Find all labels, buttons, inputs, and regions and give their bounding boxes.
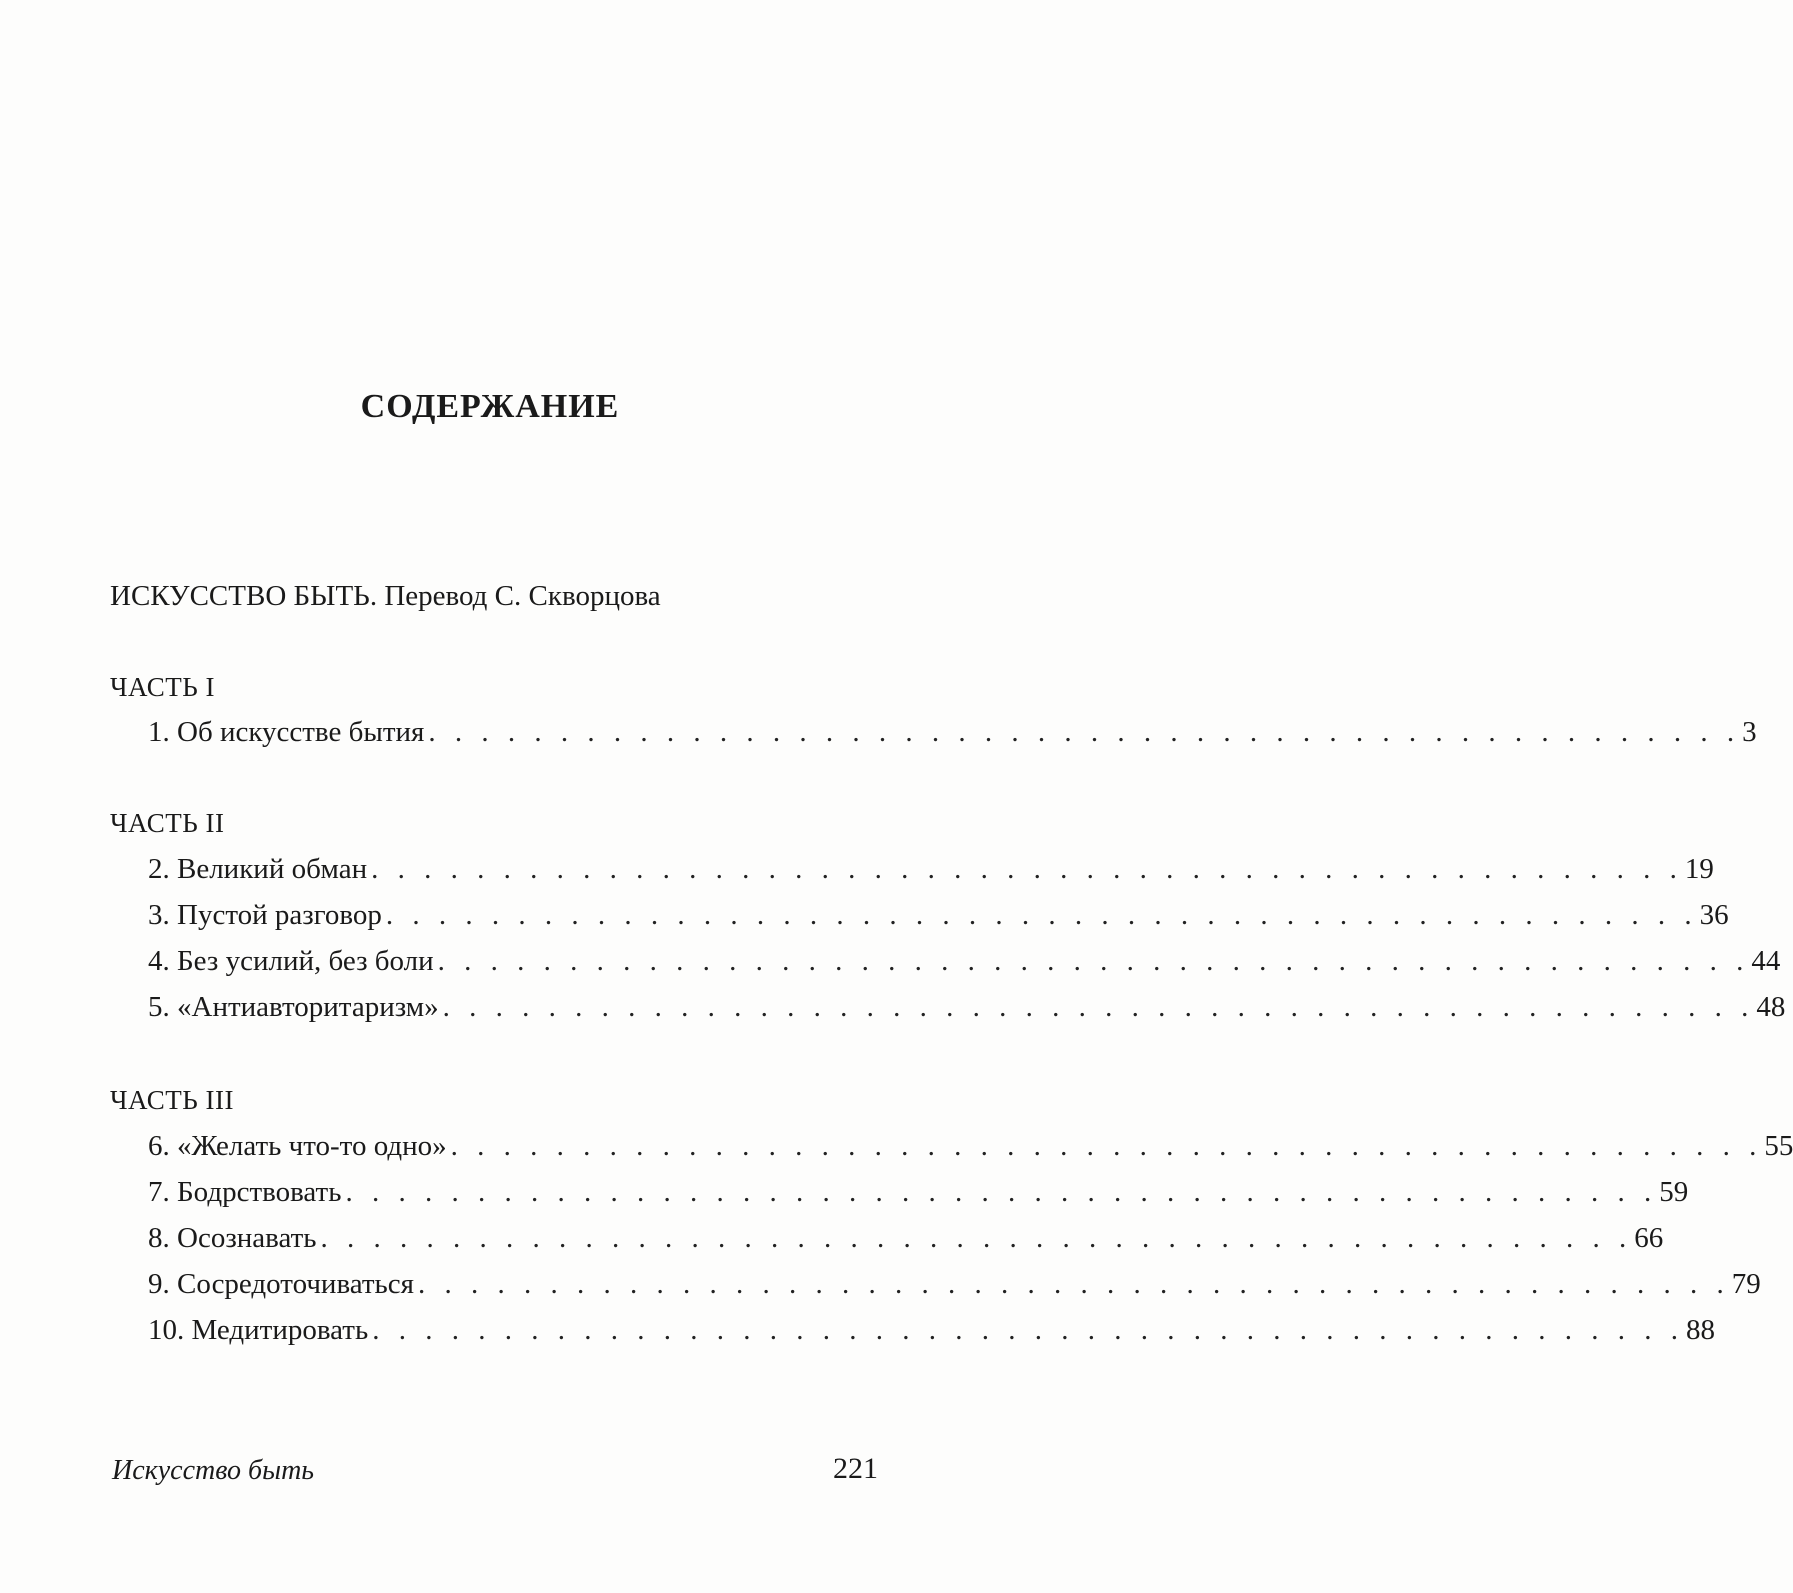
toc-entry-page: 3 [1742, 716, 1757, 748]
part-heading: ЧАСТЬ III [110, 1085, 234, 1115]
toc-entry-title: 5. «Антиавторитаризм» [148, 991, 439, 1023]
toc-entry-page: 66 [1634, 1222, 1664, 1254]
leader-dots: . . . . . . . . . . . . . . . . . . . . . . . . . . . . . . . . . . . . . . . . . . . . . . . . . . [345, 1176, 1658, 1208]
toc-entry-title: 4. Без усилий, без боли [148, 945, 434, 977]
leader-dots: . . . . . . . . . . . . . . . . . . . . . . . . . . . . . . . . . . . . . . . . . . . . . . . . . . [428, 716, 1741, 748]
toc-entry-page: 79 [1731, 1268, 1761, 1300]
toc-entry-page: 88 [1685, 1314, 1715, 1346]
toc-entry [148, 1130, 1793, 1166]
toc-entry-title: 7. Бодрствовать [148, 1176, 342, 1208]
toc-entry [148, 1176, 1689, 1212]
toc-entry [148, 1268, 1761, 1304]
leader-dots: . . . . . . . . . . . . . . . . . . . . . . . . . . . . . . . . . . . . . . . . . . . . . . . . . . [372, 1314, 1684, 1346]
leader-dots: . . . . . . . . . . . . . . . . . . . . . . . . . . . . . . . . . . . . . . . . . . . . . . . . . . [320, 1222, 1633, 1254]
toc-entry-title: 3. Пустой разговор [148, 899, 382, 931]
toc-entry-page: 44 [1751, 945, 1781, 977]
part-heading: ЧАСТЬ II [110, 808, 225, 838]
toc-entry-page: 19 [1684, 853, 1714, 885]
toc-entry [148, 945, 1781, 981]
toc-entry-title: 2. Великий обман [148, 853, 368, 885]
toc-entry-title: 6. «Желать что-то одно» [148, 1130, 447, 1162]
book-heading: ИСКУССТВО БЫТЬ. Перевод С. Скворцова [110, 580, 661, 612]
toc-entry [148, 1314, 1715, 1350]
leader-dots: . . . . . . . . . . . . . . . . . . . . . . . . . . . . . . . . . . . . . . . . . . . . . . . . . . [385, 899, 1698, 931]
leader-dots: . . . . . . . . . . . . . . . . . . . . . . . . . . . . . . . . . . . . . . . . . . . . . . . . . . [442, 991, 1755, 1023]
toc-entry-page: 36 [1699, 899, 1729, 931]
leader-dots: . . . . . . . . . . . . . . . . . . . . . . . . . . . . . . . . . . . . . . . . . . . . . . . . . . [417, 1268, 1730, 1300]
toc-entry-title: 1. Об искусстве бытия [148, 716, 425, 748]
toc-entry-title: 8. Осознавать [148, 1222, 317, 1254]
page-title: СОДЕРЖАНИЕ [360, 388, 620, 425]
part-heading: ЧАСТЬ I [110, 672, 215, 702]
toc-entry [148, 991, 1786, 1027]
toc-entry-title: 10. Медитировать [148, 1314, 369, 1346]
toc-entry [148, 899, 1729, 935]
leader-dots: . . . . . . . . . . . . . . . . . . . . . . . . . . . . . . . . . . . . . . . . . . . . . . . . . . [437, 945, 1750, 977]
toc-entry-page: 48 [1756, 991, 1786, 1023]
toc-entry-page: 55 [1764, 1130, 1793, 1162]
toc-entry [148, 1222, 1664, 1258]
leader-dots: . . . . . . . . . . . . . . . . . . . . . . . . . . . . . . . . . . . . . . . . . . . . . . . . . . [450, 1130, 1763, 1162]
toc-entry [148, 853, 1714, 889]
page-number: 221 [833, 1452, 878, 1485]
toc-entry [148, 716, 1757, 752]
toc-entry-page: 59 [1659, 1176, 1689, 1208]
running-footer-title: Искусство быть [112, 1455, 315, 1486]
toc-entry-title: 9. Сосредоточиваться [148, 1268, 414, 1300]
leader-dots: . . . . . . . . . . . . . . . . . . . . . . . . . . . . . . . . . . . . . . . . . . . . . . . . . . [371, 853, 1683, 885]
